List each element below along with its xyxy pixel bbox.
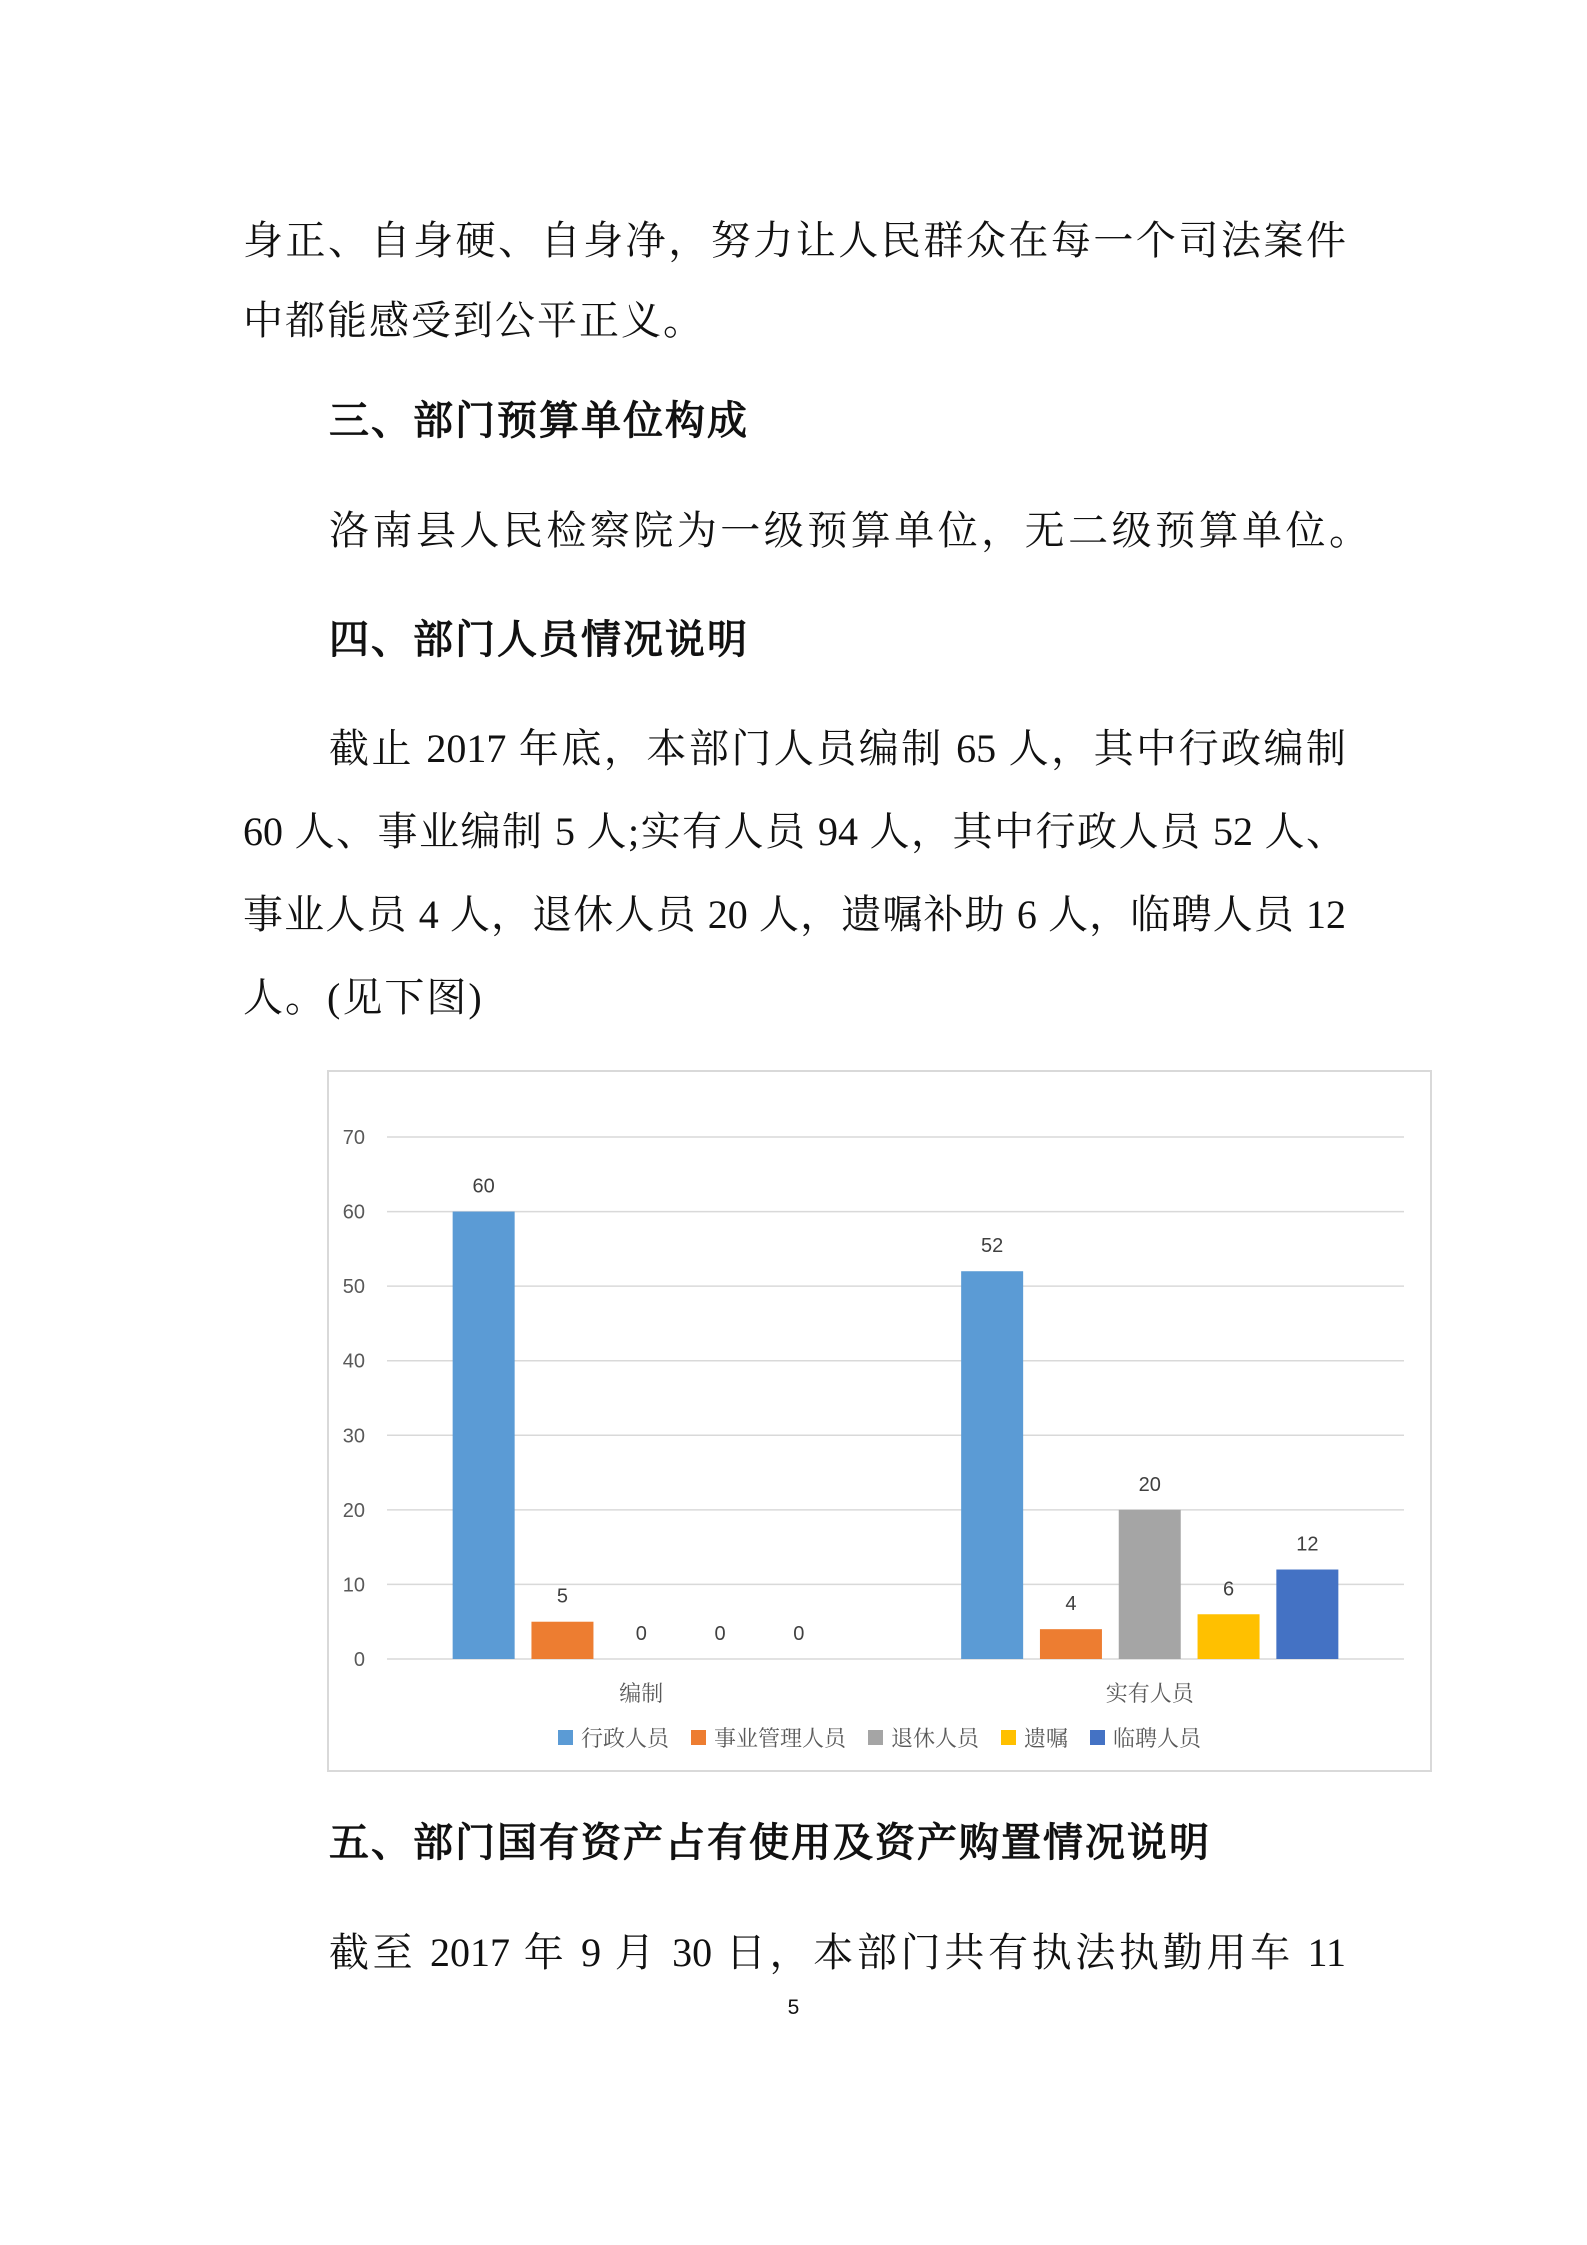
bar-chart: [327, 1070, 1432, 1772]
paragraph-line: 60 人、事业编制 5 人;实有人员 94 人，其中行政人员 52 人、: [243, 809, 1346, 854]
chart-frame: [327, 1070, 1432, 1772]
bar: [1198, 1614, 1260, 1659]
bar: [1276, 1570, 1338, 1659]
legend-item: [1001, 1722, 1068, 1753]
y-tick-label: 60: [342, 1201, 365, 1224]
data-label: 52: [981, 1235, 1004, 1258]
data-label: 5: [556, 1585, 569, 1608]
legend-item: [868, 1722, 979, 1753]
bar: [1040, 1629, 1102, 1659]
data-label: 20: [1138, 1473, 1161, 1496]
legend-swatch: [558, 1730, 573, 1745]
paragraph-line: 事业人员 4 人，退休人员 20 人，遗嘱补助 6 人，临聘人员 12: [243, 892, 1346, 937]
paragraph-line: 截至 2017 年 9 月 30 日，本部门共有执法执勤用车 11: [329, 1930, 1346, 1975]
section-heading: 三、部门预算单位构成: [329, 399, 749, 443]
section-heading: 四、部门人员情况说明: [329, 618, 749, 662]
paragraph-line: 洛南县人民检察院为一级预算单位，无二级预算单位。: [329, 508, 1369, 553]
bar: [961, 1271, 1023, 1659]
legend-item: [558, 1722, 669, 1753]
legend-label: 事业管理人员: [713, 1725, 846, 1751]
bar: [453, 1212, 515, 1659]
y-tick-label: 20: [342, 1499, 365, 1522]
data-label: 12: [1296, 1533, 1319, 1556]
paragraph-line: 中都能感受到公平正义。: [243, 298, 705, 343]
bar: [1119, 1510, 1181, 1659]
y-tick-label: 30: [342, 1425, 365, 1448]
category-label: 编制: [619, 1681, 664, 1706]
legend-item: [691, 1722, 846, 1753]
category-label: 实有人员: [1105, 1681, 1194, 1706]
page-number: 5: [787, 1996, 800, 2019]
bar: [531, 1622, 593, 1659]
legend-item: [1090, 1722, 1201, 1753]
y-tick-label: 40: [342, 1350, 365, 1373]
data-label: 6: [1222, 1578, 1235, 1601]
data-label: 4: [1065, 1593, 1077, 1616]
data-label: 0: [793, 1623, 805, 1645]
legend-label: 行政人员: [580, 1725, 669, 1751]
paragraph-line: 截止 2017 年底，本部门人员编制 65 人，其中行政编制: [329, 726, 1346, 771]
y-tick-label: 0: [353, 1649, 365, 1671]
y-tick-label: 10: [342, 1574, 365, 1597]
legend-label: 退休人员: [890, 1725, 979, 1751]
y-tick-label: 70: [342, 1127, 365, 1149]
legend-swatch: [1090, 1730, 1105, 1745]
section-heading: 五、部门国有资产占有使用及资产购置情况说明: [329, 1821, 1211, 1865]
data-label: 0: [714, 1623, 726, 1645]
legend-swatch: [868, 1730, 883, 1745]
legend-swatch: [1001, 1730, 1016, 1745]
data-label: 60: [472, 1175, 495, 1198]
y-tick-label: 50: [342, 1276, 365, 1299]
legend-label: 临聘人员: [1113, 1725, 1202, 1751]
legend-swatch: [691, 1730, 706, 1745]
paragraph-line: 人。(见下图): [243, 975, 484, 1020]
data-label: 0: [635, 1623, 647, 1645]
chart-legend: [327, 1722, 1432, 1752]
legend-label: 遗嘱: [1024, 1725, 1069, 1751]
paragraph-line: 身正、自身硬、自身净，努力让人民群众在每一个司法案件: [243, 218, 1346, 263]
